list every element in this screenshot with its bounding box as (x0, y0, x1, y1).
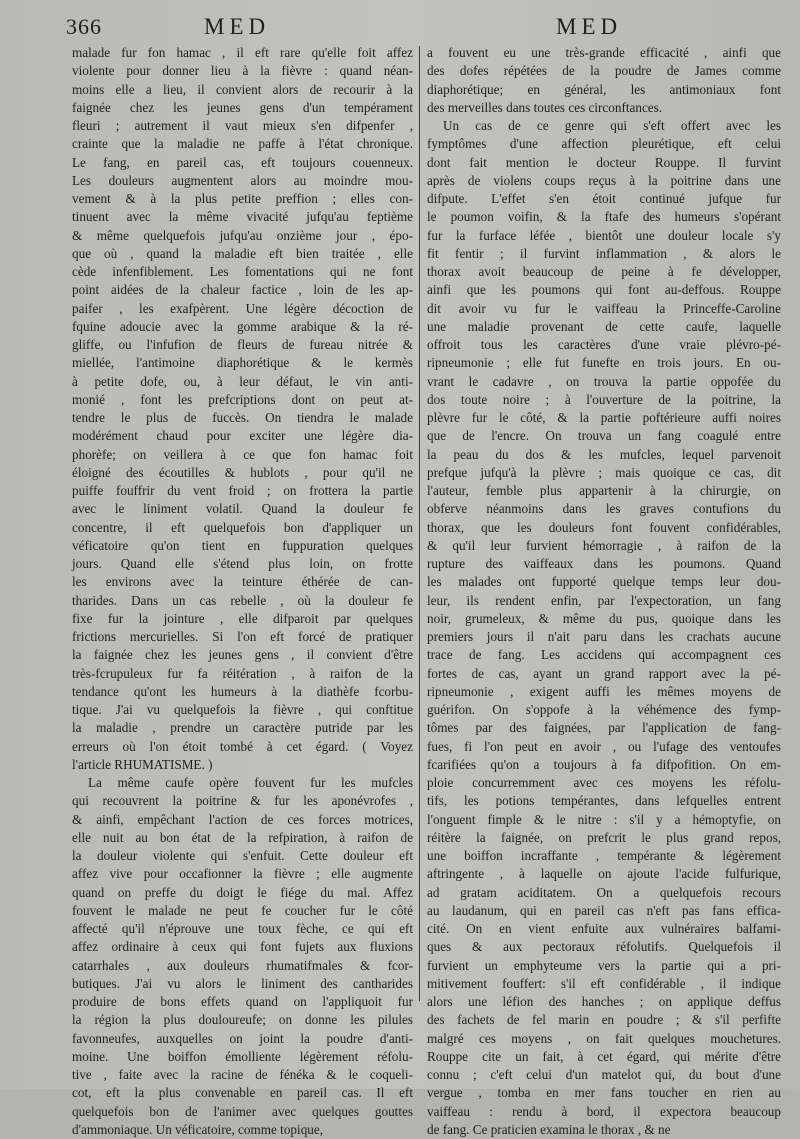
text-line: la peau du dos & les mufcles, lequel parvenoit (427, 446, 781, 462)
text-line: noir, grumeleux, & même du pus, quoique dans les (427, 610, 781, 626)
text-line: favonneufes, auxquelles on joint la poudre d'anti- (72, 1030, 413, 1046)
text-line: tinuent avec la même vivacité jufqu'au feptième (72, 209, 413, 225)
text-line: prefque jufqu'à la plèvre ; mais quoique ce cas, dit (427, 464, 781, 480)
text-line: tendance qu'ont les humeurs à la diathèfe fcorbu- (72, 683, 413, 699)
text-line: des fachets de fel marin en poudre ; & s'il perfifte (427, 1012, 781, 1028)
text-line: affez vive pour occafionner la fièvre ; elle augmente (72, 866, 413, 882)
text-line: frictions mercurielles. Si l'on eft forcé de pratiquer (72, 629, 413, 644)
text-line: l'article RHUMATISME. ) (72, 756, 213, 772)
text-line: vergue , tomba en mer fans toucher en rien au (427, 1085, 781, 1101)
text-line: dont fait mention le docteur Rouppe. Il furvint (427, 154, 781, 170)
text-line: fouvent le malade ne peut fe coucher fur le côté (72, 902, 413, 918)
text-line: fit fentir ; il furvint inflammation , & alors le (427, 245, 781, 261)
text-line: elle nuit au bon état de la refpiration, à raifon de (72, 829, 413, 845)
text-line: moine. Une boiffon émolliente légèrement réfolu- (72, 1048, 413, 1064)
text-line: ad gratam aciditatem. On a quelquefois recours (427, 884, 781, 900)
text-line: fur la furface léfée , bientôt une douleur locale s'y (427, 227, 781, 243)
text-line: jours. Quand elle s'étend plus loin, on frotte (72, 556, 413, 571)
text-line: diaphorétique; en général, les antimoniaux font (427, 81, 781, 97)
text-line: ripneumonie , exigent auffi les mêmes moyens de (427, 683, 781, 699)
right-text-column (427, 44, 781, 1137)
text-line: qui recouvrent la poitrine & fur les aponévrofes , (72, 793, 413, 809)
text-line: fquine adoucie avec la gomme arabique & la ré- (72, 318, 413, 334)
text-line: mitivement fouffert: s'il eft confidérable , il indique (427, 975, 781, 991)
text-line: l'auteur, femble plus appartenir à la chirurgie, on (427, 483, 781, 498)
text-line: de fang. Ce praticien examina le thorax , & ne (427, 1121, 671, 1137)
text-line: à petite dofe, ou, à leur défaut, le vin anti- (72, 373, 413, 389)
text-line: premiers jours il n'ait paru dans les crachats aucune (427, 629, 781, 644)
text-line: que de l'encre. On trouva un fang coagulé entre (427, 428, 781, 444)
running-header (66, 14, 770, 42)
text-line: des dofes répétées de la poudre de James comme (427, 63, 781, 79)
text-line: leur, ils rendent enfin, par l'expectoration, un fang (427, 592, 781, 608)
text-line: fortes de cas, ayant un grand rapport avec la pé- (427, 665, 781, 681)
text-line: miellée, l'antimoine diaphorétique & le kermès (72, 355, 413, 371)
text-line: la douleur violente qui s'enfuit. Cette douleur eft (72, 848, 413, 863)
text-line: & ainfi, empêchant l'action de ces forces motrices, (72, 811, 413, 827)
text-line: fixe fur la jointure , elle difparoit par quelques (72, 610, 413, 626)
text-line: obferve néanmoins dans les graves contufions du (427, 501, 781, 517)
text-line: au laudanum, qui en pareil cas n'eft pas fans effica- (427, 902, 781, 918)
text-line: & qu'il leur furvient hémorragie , à raifon de la (427, 537, 781, 553)
text-line: réitère la faignée, on prefcrit le plus grand repos, (427, 829, 781, 845)
text-line: butiques. J'ai vu alors le liniment des cantharides (72, 975, 413, 991)
text-line: offroit tous les caractères d'une vraie plévro-pé- (427, 337, 781, 352)
text-line: vement & à la plus petite preffion ; elles con- (72, 191, 413, 206)
text-line: phorèfe; on veillera à ce que fon hamac foit (72, 446, 413, 462)
text-line: plèvre fur le côté, & la partie poftérieure auffi noires (427, 410, 781, 425)
text-line: alors une léfion des hanches ; on applique deffus (427, 994, 781, 1009)
text-line: quand on preffe du doigt le fiége du mal. Affez (72, 884, 413, 900)
text-line: point aidées de la chaleur factice , loin de les ap- (72, 282, 413, 298)
text-line: que où , quand la maladie eft bien traitée , elle (72, 245, 413, 261)
text-line: ques & aux pectoraux réfolutifs. Quelquefois il (427, 939, 781, 955)
text-line: fymptômes d'une affection pleurétique, eft celui (427, 136, 781, 152)
text-line: des merveilles dans toutes ces circonftances. (427, 99, 663, 115)
text-line: La même caufe opère fouvent fur les mufcles (88, 775, 413, 790)
text-line: avec le liniment volatil. Quand la douleur fe (72, 501, 413, 517)
text-line: ainfi que les poumons qui font au-deffous. Rouppe (427, 282, 781, 298)
text-line: faignée chez les jeunes gens d'un tempérament (72, 99, 413, 115)
text-line: cède infenfiblement. Les fomentations qui ne font (72, 264, 413, 279)
text-line: dos toute noire ; à l'ouverture de la poitrine, la (427, 391, 781, 407)
text-line: thorax, que les douleurs font fouvent confidérables, (427, 519, 781, 535)
text-line: ploie concurremment avec ces moyens les réfolu- (427, 775, 781, 790)
text-line: tendre le plus de fuccès. On tiendra le malade (72, 410, 413, 425)
text-line: gliffe, ou l'infufion de fleurs de fureau nitrée & (72, 337, 413, 352)
text-line: fues, fi l'on peut en avoir , ou l'ufage des ventoufes (427, 738, 781, 754)
text-line: affez ordinaire à ceux qui font fujets aux fluxions (72, 939, 413, 955)
text-line: les malades ont fupporté quelque temps leur dou- (427, 574, 781, 590)
text-line: moins elle a lieu, il convient alors de recourir à la (72, 81, 413, 97)
text-line: a fouvent eu une très-grande efficacité , ainfi que (427, 45, 781, 60)
text-line: & même quelquefois jufqu'au onzième jour , épo- (72, 227, 413, 243)
text-line: guérifon. On s'oppofe à la véhémence des fymp- (427, 702, 781, 717)
text-line: une maladie provenant de cette caufe, laquelle (427, 318, 781, 334)
text-line: Un cas de ce genre qui s'eft offert avec les (443, 118, 781, 133)
text-line: les environs avec la teinture éthérée de can- (72, 574, 413, 590)
column-divider (419, 46, 420, 1001)
text-line: malade fur fon hamac , il eft rare qu'elle foit affez (72, 45, 413, 60)
text-line: puiffe fouffrir du vent froid ; on frottera la partie (72, 483, 413, 498)
text-line: paifer , les exafpèrent. Une légère décoction de (72, 300, 413, 316)
text-line: tive , faite avec la racine de fénéka & le coqueli- (72, 1067, 413, 1082)
text-line: erreurs où l'on étoit tombé à cet égard. ( Voyez (72, 738, 413, 754)
text-line: difpute. L'effet s'en étoit continué jufque fur (427, 191, 781, 206)
text-line: éloigné des écoutilles & hublots , pour qu'il ne (72, 464, 413, 480)
text-line: malgré ces moyens , on fait quelques mouchetures. (427, 1030, 781, 1046)
text-line: violente pour donner lieu à la fièvre : quand néan- (72, 63, 413, 79)
text-line: l'onguent fimple & le nitre : s'il y a hémoptyfie, on (427, 811, 781, 827)
text-line: tômes par des faignées, par l'application de fang- (427, 720, 781, 736)
text-line: tique. J'ai vu quelquefois la fièvre , qui conftitue (72, 702, 413, 717)
text-line: tifs, les potions tempérantes, dans lefquelles entrent (427, 793, 781, 809)
text-line: produire de bons effets quand on l'appliquoit fur (72, 994, 413, 1009)
text-line: une boiffon incraffante , tempérante & légèrement (427, 848, 781, 863)
text-line: monié , font les prefcriptions dont on peut at- (72, 391, 413, 407)
text-line: fleuri ; autrement il vaut mieux s'en difpenfer , (72, 118, 413, 133)
text-line: Les douleurs augmentent alors au moindre mou- (72, 172, 413, 188)
text-line: vaiffeau : rendu à bord, il expectora beaucoup (427, 1103, 781, 1119)
text-line: furvient un emphyteume vers la partie qui a pri- (427, 957, 781, 973)
text-line: modérément chaud pour exciter une légère dia- (72, 428, 413, 444)
right-running-head: MED (556, 14, 623, 39)
text-line: d'ammoniaque. Un véficatoire, comme topique, (72, 1121, 324, 1137)
text-line: catarrhales , aux douleurs rhumatifmales & fcor- (72, 957, 413, 973)
text-line: la région la plus douloureufe; on donne les pilules (72, 1012, 413, 1028)
text-line: Le fang, en pareil cas, eft toujours couenneux. (72, 154, 413, 170)
text-line: cité. On en vient enfuite aux vulnéraires balfami- (427, 921, 781, 936)
text-line: affecté qu'il n'éprouve une toux fèche, ce qui eft (72, 921, 413, 936)
text-line: le poumon voifin, & la ftafe des humeurs s'opérant (427, 209, 781, 225)
text-line: Rouppe cite un fait, à cet égard, qui mérite d'être (427, 1048, 781, 1064)
text-line: connu ; c'eft celui d'un matelot qui, du bout d'une (427, 1067, 781, 1082)
text-line: rupture des vaiffeaux dans les poumons. Quand (427, 556, 781, 571)
text-line: concentre, il eft quelquefois bon d'appliquer un (72, 519, 413, 535)
text-line: après de violens coups reçus à la poitrine dans une (427, 172, 781, 188)
left-running-head: MED (204, 14, 271, 39)
text-line: tharides. Dans un cas rebelle , où la douleur fe (72, 592, 413, 608)
text-line: très-fcrupuleux fur fa réitération , à raifon de la (72, 665, 413, 681)
text-line: la faignée chez les jeunes gens , il convient d'être (72, 647, 413, 663)
text-line: thorax avoit beaucoup de peine à fe développer, (427, 264, 781, 279)
text-line: crainte que la maladie ne paffe à l'état chronique. (72, 136, 413, 152)
text-line: véficatoire qu'on tient en fuppuration quelques (72, 537, 413, 553)
left-text-column (72, 44, 413, 1137)
text-line: cot, eft la plus convenable en pareil cas. Il eft (72, 1085, 413, 1101)
page-number: 366 (66, 14, 102, 39)
text-line: dit avoir vu fur le vaiffeau la Princeffe-Caroline (427, 300, 781, 316)
text-line: vrant le cadavre , on trouva la partie oppofée du (427, 373, 781, 389)
text-line: ripneumonie ; elle fut funefte en trois jours. En ou- (427, 355, 781, 371)
text-line: trace de fang. Les accidens qui accompagnent ces (427, 647, 781, 663)
text-line: aftringente , à laquelle on ajoute l'acide fulfurique, (427, 866, 781, 882)
text-line: fcarifiées qu'on a toujours à fa difpofition. On em- (427, 756, 781, 772)
text-line: quelquefois bon de l'animer avec quelques gouttes (72, 1103, 413, 1119)
text-line: la maladie , prendre un caractère putride par les (72, 720, 413, 736)
